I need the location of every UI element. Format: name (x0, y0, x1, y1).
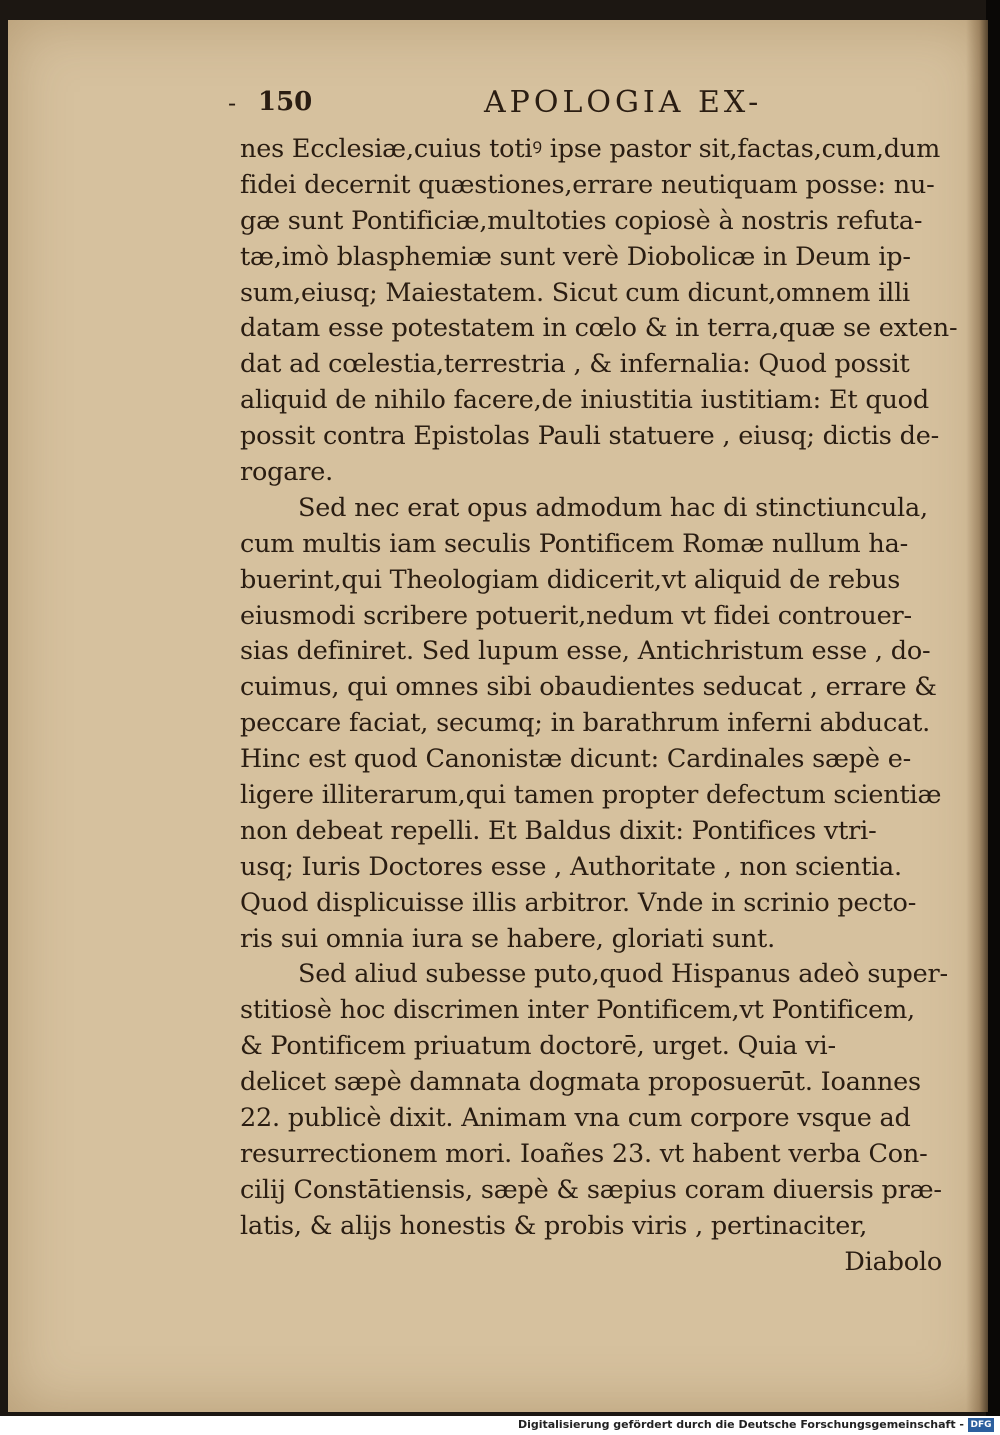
text-line: non debeat repelli. Et Baldus dixit: Pontifices vtri- (240, 815, 877, 846)
text-line: rogare. (240, 457, 334, 488)
page-number: 150 (258, 87, 313, 117)
text-line: gæ sunt Pontificiæ,multoties copiosè à nostris refuta- (240, 205, 923, 236)
text-line: delicet sæpè damnata dogmata proposuerūt. Ioannes (240, 1067, 921, 1098)
text-line: Sed aliud subesse puto,quod Hispanus adeò super- (298, 959, 948, 990)
footer-bar (0, 1416, 1000, 1435)
text-line: peccare faciat, secumq; in barathrum inferni abducat. (240, 708, 931, 739)
text-line: cilij Constātiensis, sæpè & sæpius coram diuersis præ- (240, 1174, 942, 1205)
page-shadow-edge (966, 20, 988, 1412)
running-title: APOLOGIA EX- (484, 85, 763, 120)
dfg-logo: DFG (968, 1418, 994, 1432)
text-line: buerint,qui Theologiam didicerit,vt aliquid de rebus (240, 564, 901, 595)
text-line: sum,eiusq; Maiestatem. Sicut cum dicunt,omnem illi (240, 277, 910, 308)
text-line: nes Ecclesiæ,cuius totiꝰ ipse pastor sit,factas,cum,dum (240, 134, 941, 164)
text-line: & Pontificem priuatum doctorē, urget. Quia vi- (240, 1031, 836, 1062)
text-line: sias definiret. Sed lupum esse, Antichristum esse , do- (240, 636, 931, 667)
text-line: cuimus, qui omnes sibi obaudientes seducat , errare & (240, 672, 937, 703)
text-line: latis, & alijs honestis & probis viris , pertinaciter, (240, 1210, 868, 1241)
text-line: possit contra Epistolas Pauli statuere , eiusq; dictis de- (240, 421, 940, 452)
text-line: 22. publicè dixit. Animam vna cum corpore vsque ad (240, 1103, 911, 1134)
text-line: Sed nec erat opus admodum hac di stinctiuncula, (298, 492, 928, 523)
book-binding-edge (986, 0, 1000, 1416)
text-line: resurrectionem mori. Ioañes 23. vt habent verba Con- (240, 1138, 928, 1169)
text-line: ligere illiterarum,qui tamen propter defectum scientiæ (240, 780, 942, 811)
text-line: fidei decernit quæstiones,errare neutiquam posse: nu- (240, 169, 935, 200)
text-line: tæ,imò blasphemiæ sunt verè Diobolicæ in Deum ip- (240, 241, 911, 272)
text-line: datam esse potestatem in cœlo & in terra,quæ se exten- (240, 313, 958, 344)
header-dash: - (228, 89, 237, 117)
text-line: Hinc est quod Canonistæ dicunt: Cardinales sæpè e- (240, 744, 912, 775)
funding-credit: Digitalisierung gefördert durch die Deutsche Forschungsgemeinschaft - (517, 1418, 964, 1431)
body-text (240, 132, 958, 1281)
text-line: eiusmodi scribere potuerit,nedum vt fidei controuer- (240, 600, 912, 631)
text-line: Quod displicuisse illis arbitror. Vnde in scrinio pecto- (240, 887, 917, 918)
text-line: cum multis iam seculis Pontificem Romæ nullum ha- (240, 528, 909, 559)
text-line: stitiosè hoc discrimen inter Pontificem,vt Pontificem, (240, 995, 915, 1026)
text-line: usq; Iuris Doctores esse , Authoritate , non scientia. (240, 851, 902, 882)
text-line: ris sui omnia iura se habere, gloriati sunt. (240, 923, 775, 954)
page-header (228, 85, 968, 125)
catchword: Diabolo (844, 1246, 942, 1277)
text-line: aliquid de nihilo facere,de iniustitia iustitiam: Et quod (240, 385, 929, 416)
text-line: dat ad cœlestia,terrestria , & infernalia: Quod possit (240, 349, 910, 380)
